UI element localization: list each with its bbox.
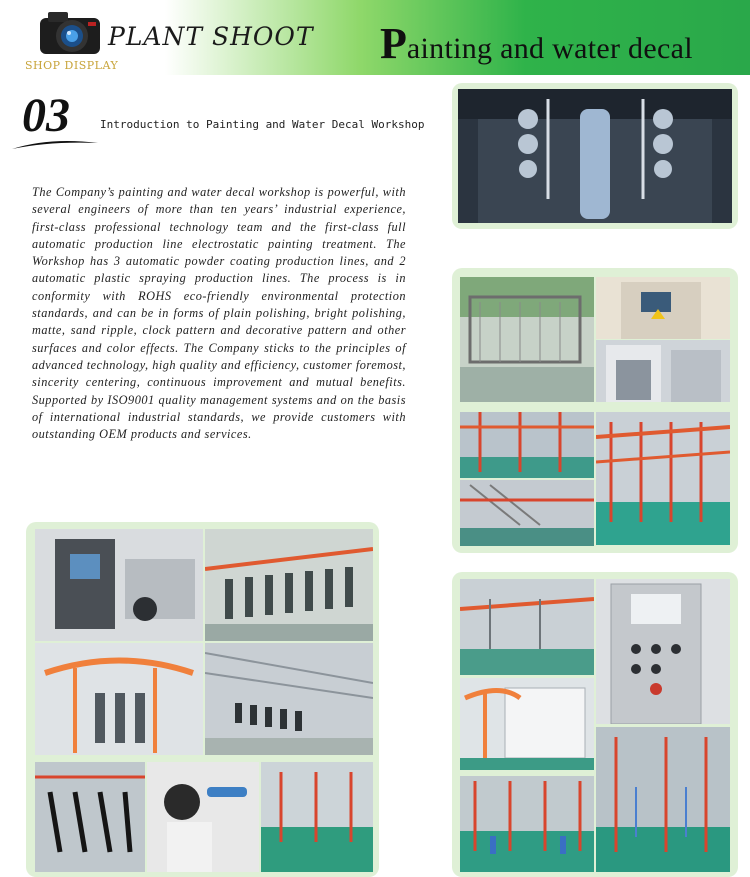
photo-spray-booth [458,89,732,223]
photo-panel-spray-booth [452,83,738,229]
photo-long-hall [596,727,730,872]
photo-hanging-parts [205,529,373,641]
photo-conveyor-frame [460,277,594,402]
photo-worker-spraying [147,762,259,872]
photo-hall-lower [460,480,594,546]
page-title-initial: P [380,19,407,68]
camera-icon [38,8,102,56]
photo-booth-equipment [596,340,730,402]
section-title: Introduction to Painting and Water Decal Workshop [100,118,425,131]
brand-subtitle: SHOP DISPLAY [25,59,119,72]
photo-spray-cabin [460,678,594,770]
photo-panel-production-lines [452,268,738,553]
photo-factory-roof [205,643,373,755]
section-number: 03 [22,89,70,142]
photo-panel-workshop-right [452,572,738,877]
photo-black-frames [35,762,145,872]
photo-rail-system [460,579,594,675]
header-banner [0,0,750,75]
page-title-rest: ainting and water decal [406,32,693,65]
photo-green-floor [261,762,373,872]
intro-paragraph: The Company’s painting and water decal workshop is powerful, with several engineers of more than ten years’ industrial experience, first-class professional technology team and the first-class full automatic production line electrostatic painting treatment. The Workshop has 3 automatic powder coating production lines, and 2 automatic plastic spraying production lines. The process is in conformity with ROHS eco-friendly environmental protection standards, and can be in forms of plain polishing, bright polishing, matte, sand ripple, clock pattern and decorative pattern and other surfaces and color effects. The Company sticks to the principles of advanced technology, high quality and efficiency, customer foremost, sincerity centering, continuous improvement and mutual benefits. Supported by ISO9001 quality management systems and on the basis of international industrial standards, we provide customers with outstanding OEM products and services. [32,185,406,442]
photo-teal-floor [460,776,594,872]
photo-panel-workshop-left [26,522,379,877]
photo-orange-conveyor [35,643,203,755]
photo-decal-machine [35,529,203,641]
section-swoosh [10,135,100,153]
brand-name: PLANT SHOOT [108,22,314,51]
page-title [380,18,693,69]
photo-hall-right [596,412,730,545]
photo-electric-panel [596,579,730,724]
photo-control-cabinet [596,277,730,339]
photo-hall-left [460,412,594,478]
